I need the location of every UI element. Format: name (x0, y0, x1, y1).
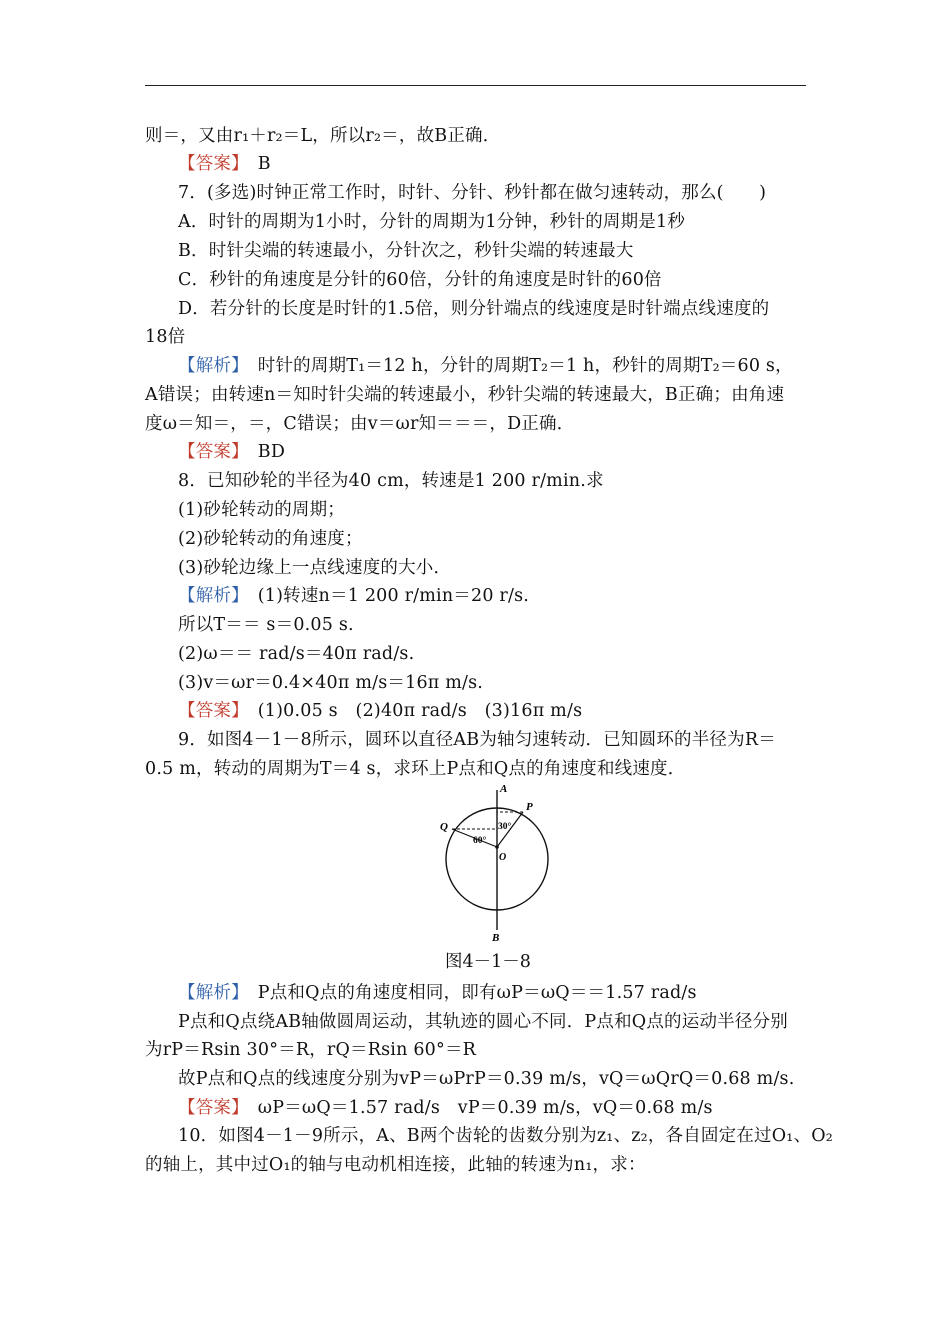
text-line: 则＝，又由r₁＋r₂＝L，所以r₂＝，故B正确． (145, 126, 501, 146)
answer-line: 【答案】 B (178, 154, 271, 174)
center-point (495, 845, 499, 849)
question-9: 9．如图4－1－8所示，圆环以直径AB为轴匀速转动．已知圆环的半径为R＝ (178, 730, 776, 750)
text-line: 故P点和Q点的线速度分别为vP＝ωPrP＝0.39 m/s，vQ＝ωQrQ＝0.68 m/s. (178, 1069, 795, 1089)
question-8: 8．已知砂轮的半径为40 cm，转速是1 200 r/min.求 (178, 471, 604, 491)
option-c: C．秒针的角速度是分针的60倍，分针的角速度是时针的60倍 (178, 270, 662, 290)
angle-60: 60° (473, 836, 487, 846)
header-rule (145, 85, 806, 86)
option-d-cont: 18倍 (145, 327, 186, 347)
ring-figure (430, 782, 570, 942)
text-line: P点和Q点绕AB轴做圆周运动，其轨迹的圆心不同．P点和Q点的运动半径分别 (178, 1012, 788, 1032)
sub-question: (2)砂轮转动的角速度； (178, 529, 363, 549)
option-a: A．时针的周期为1小时，分针的周期为1分钟，秒针的周期是1秒 (178, 212, 686, 232)
label-p: P (526, 801, 533, 813)
answer-tag: 【答案】 (178, 442, 241, 462)
text-line: 所以T＝＝ s＝0.05 s. (178, 615, 354, 635)
question-7: 7．(多选)时钟正常工作时，时针、分针、秒针都在做匀速转动，那么( ) (178, 183, 767, 203)
answer-line: 【答案】 ωP＝ωQ＝1.57 rad/s vP＝0.39 m/s，vQ＝0.68 m/s (178, 1098, 713, 1118)
analysis-tag: 【解析】 (178, 586, 241, 606)
analysis-line: 【解析】 时针的周期T₁＝12 h，分针的周期T₂＝1 h，秒针的周期T₂＝60 s， (178, 356, 793, 376)
text-line: 度ω＝知＝，＝，C错误；由v＝ωr知＝＝＝，D正确． (145, 414, 575, 434)
label-b: B (492, 932, 500, 942)
option-b: B．时针尖端的转速最小，分针次之，秒针尖端的转速最大 (178, 241, 634, 261)
label-q: Q (440, 821, 448, 833)
answer-tag: 【答案】 (178, 701, 241, 721)
text-line: (2)ω＝＝ rad/s＝40π rad/s. (178, 644, 415, 664)
analysis-line: 【解析】 (1)转速n＝1 200 r/min＝20 r/s. (178, 586, 530, 606)
text-line: 为rP＝Rsin 30°＝R，rQ＝Rsin 60°＝R (145, 1040, 477, 1060)
figure-caption: 图4－1－8 (445, 952, 531, 972)
text-line: 0.5 m，转动的周期为T＝4 s，求环上P点和Q点的角速度和线速度． (145, 759, 686, 779)
angle-30: 30° (498, 822, 512, 832)
answer-tag: 【答案】 (178, 154, 241, 174)
answer-tag: 【答案】 (178, 1098, 241, 1118)
label-a: A (500, 783, 508, 795)
text-line: (3)v＝ωr＝0.4×40π m/s＝16π m/s. (178, 673, 484, 693)
analysis-tag: 【解析】 (178, 983, 241, 1003)
label-o: O (499, 852, 507, 863)
sub-question: (3)砂轮边缘上一点线速度的大小． (178, 558, 452, 578)
text-line: 的轴上，其中过O₁的轴与电动机相连接，此轴的转速为n₁，求： (145, 1155, 646, 1175)
question-10: 10．如图4－1－9所示，A、B两个齿轮的齿数分别为z₁、z₂，各自固定在过O₁、O₂ (178, 1126, 833, 1146)
text-line: A错误；由转速n＝知时针尖端的转速最小，秒针尖端的转速最大，B正确；由角速 (145, 385, 785, 405)
option-d: D．若分针的长度是时针的1.5倍，则分针端点的线速度是时针端点线速度的 (178, 299, 770, 319)
sub-question: (1)砂轮转动的周期； (178, 500, 345, 520)
answer-line: 【答案】 (1)0.05 s (2)40π rad/s (3)16π m/s (178, 701, 583, 721)
analysis-line: 【解析】 P点和Q点的角速度相同，即有ωP＝ωQ＝＝1.57 rad/s (178, 983, 697, 1003)
answer-line: 【答案】 BD (178, 442, 286, 462)
analysis-tag: 【解析】 (178, 356, 241, 376)
